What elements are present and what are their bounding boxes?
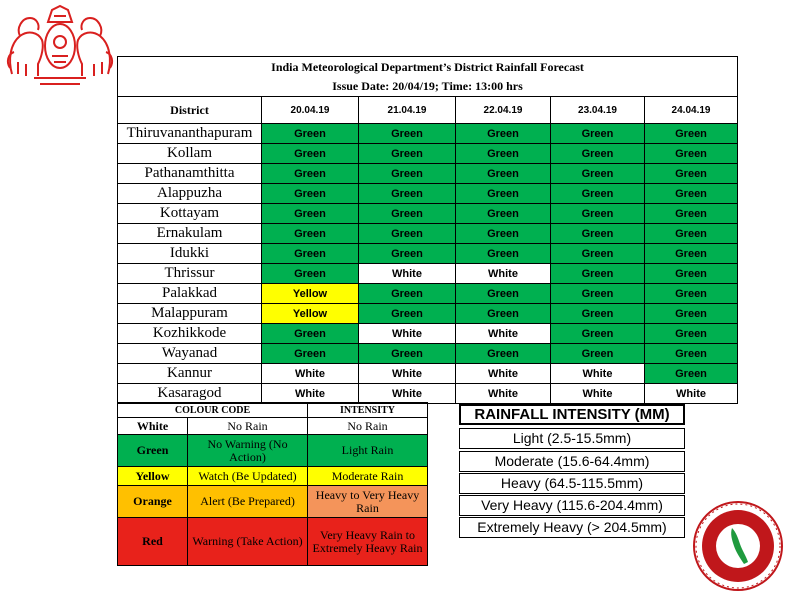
forecast-cell: White xyxy=(262,364,359,384)
legend-description: No Warning (No Action) xyxy=(188,435,308,467)
legend-row xyxy=(118,418,428,435)
table-row xyxy=(118,184,738,204)
district-name: Alappuzha xyxy=(118,184,262,204)
legend-colour-name: Yellow xyxy=(118,467,188,486)
district-header: District xyxy=(118,97,262,124)
rainfall-intensity-item: Light (2.5-15.5mm) xyxy=(459,428,685,449)
district-name: Ernakulam xyxy=(118,224,262,244)
district-name: Kannur xyxy=(118,364,262,384)
date-header: 23.04.19 xyxy=(551,97,645,124)
district-name: Kasaragod xyxy=(118,384,262,404)
forecast-cell: Green xyxy=(645,344,738,364)
forecast-cell: Green xyxy=(645,364,738,384)
forecast-cell: Green xyxy=(551,304,645,324)
forecast-cell: White xyxy=(456,264,551,284)
district-name: Wayanad xyxy=(118,344,262,364)
forecast-cell: White xyxy=(645,384,738,404)
colour-code-header: COLOUR CODE xyxy=(118,403,308,418)
district-name: Idukki xyxy=(118,244,262,264)
rainfall-intensity-item: Very Heavy (115.6-204.4mm) xyxy=(459,495,685,516)
kerala-state-emblem-icon xyxy=(4,4,116,88)
forecast-cell: Green xyxy=(456,244,551,264)
forecast-cell: Green xyxy=(456,204,551,224)
rainfall-intensity-title: RAINFALL INTENSITY (MM) xyxy=(459,404,685,425)
forecast-cell: Green xyxy=(645,244,738,264)
forecast-cell: Green xyxy=(262,164,359,184)
forecast-cell: Green xyxy=(262,144,359,164)
legend-description: Alert (Be Prepared) xyxy=(188,486,308,518)
legend-colour-name: Orange xyxy=(118,486,188,518)
forecast-cell: Green xyxy=(645,264,738,284)
forecast-cell: White xyxy=(359,324,456,344)
forecast-cell: Green xyxy=(262,124,359,144)
forecast-cell: Green xyxy=(645,164,738,184)
forecast-cell: Green xyxy=(645,124,738,144)
date-header: 21.04.19 xyxy=(359,97,456,124)
forecast-cell: Green xyxy=(551,264,645,284)
legend-colour-name: Green xyxy=(118,435,188,467)
legend-intensity: Very Heavy Rain to Extremely Heavy Rain xyxy=(308,518,428,566)
forecast-cell: Green xyxy=(262,224,359,244)
forecast-cell: White xyxy=(359,364,456,384)
legend-row xyxy=(118,518,428,566)
forecast-cell: Green xyxy=(359,204,456,224)
table-row xyxy=(118,304,738,324)
forecast-cell: Green xyxy=(551,244,645,264)
forecast-cell: Green xyxy=(551,144,645,164)
legend-intensity: No Rain xyxy=(308,418,428,435)
table-row xyxy=(118,364,738,384)
forecast-cell: Green xyxy=(645,144,738,164)
forecast-cell: Green xyxy=(456,224,551,244)
forecast-cell: Green xyxy=(551,284,645,304)
forecast-cell: Green xyxy=(551,164,645,184)
legend-description: Watch (Be Updated) xyxy=(188,467,308,486)
disaster-management-authority-seal-icon xyxy=(692,500,784,592)
forecast-cell: Green xyxy=(551,324,645,344)
district-name: Kozhikkode xyxy=(118,324,262,344)
rainfall-intensity-item: Extremely Heavy (> 204.5mm) xyxy=(459,517,685,538)
forecast-cell: Green xyxy=(456,304,551,324)
forecast-cell: Green xyxy=(262,244,359,264)
forecast-cell: White xyxy=(262,384,359,404)
rainfall-intensity-item: Heavy (64.5-115.5mm) xyxy=(459,473,685,494)
forecast-cell: Yellow xyxy=(262,284,359,304)
forecast-cell: Green xyxy=(456,344,551,364)
forecast-cell: Green xyxy=(456,184,551,204)
forecast-cell: Green xyxy=(456,284,551,304)
forecast-cell: Green xyxy=(456,124,551,144)
forecast-cell: Green xyxy=(645,304,738,324)
forecast-cell: Green xyxy=(359,184,456,204)
forecast-cell: Green xyxy=(645,284,738,304)
forecast-cell: Green xyxy=(359,164,456,184)
forecast-cell: White xyxy=(359,264,456,284)
table-row xyxy=(118,324,738,344)
forecast-cell: White xyxy=(456,364,551,384)
forecast-cell: Green xyxy=(551,124,645,144)
forecast-title: India Meteorological Department’s District Rainfall Forecast xyxy=(118,57,738,78)
forecast-cell: Green xyxy=(645,184,738,204)
rainfall-intensity-item: Moderate (15.6-64.4mm) xyxy=(459,451,685,472)
legend-description: Warning (Take Action) xyxy=(188,518,308,566)
forecast-cell: Green xyxy=(456,164,551,184)
table-row xyxy=(118,384,738,404)
forecast-cell: White xyxy=(551,384,645,404)
table-row xyxy=(118,224,738,244)
forecast-cell: White xyxy=(551,364,645,384)
date-header: 20.04.19 xyxy=(262,97,359,124)
legend-row xyxy=(118,486,428,518)
legend-intensity: Heavy to Very Heavy Rain xyxy=(308,486,428,518)
forecast-cell: Green xyxy=(262,184,359,204)
date-header: 24.04.19 xyxy=(645,97,738,124)
forecast-cell: White xyxy=(359,384,456,404)
district-name: Malappuram xyxy=(118,304,262,324)
table-row xyxy=(118,164,738,184)
table-row xyxy=(118,204,738,224)
district-name: Thiruvananthapuram xyxy=(118,124,262,144)
forecast-cell: Green xyxy=(551,224,645,244)
legend-description: No Rain xyxy=(188,418,308,435)
district-rainfall-forecast-table xyxy=(117,56,738,404)
table-header-row xyxy=(118,97,738,124)
forecast-cell: Green xyxy=(359,304,456,324)
forecast-cell: Green xyxy=(359,224,456,244)
table-row xyxy=(118,284,738,304)
forecast-cell: Green xyxy=(359,144,456,164)
table-row xyxy=(118,344,738,364)
forecast-cell: Green xyxy=(359,344,456,364)
forecast-cell: Green xyxy=(359,124,456,144)
date-header: 22.04.19 xyxy=(456,97,551,124)
forecast-cell: Green xyxy=(262,204,359,224)
forecast-cell: Green xyxy=(645,204,738,224)
legend-row xyxy=(118,435,428,467)
intensity-header: INTENSITY xyxy=(308,403,428,418)
forecast-cell: Green xyxy=(262,264,359,284)
table-row xyxy=(118,264,738,284)
forecast-cell: Green xyxy=(551,204,645,224)
forecast-cell: White xyxy=(456,324,551,344)
district-name: Kollam xyxy=(118,144,262,164)
forecast-cell: White xyxy=(456,384,551,404)
table-row xyxy=(118,124,738,144)
forecast-cell: Green xyxy=(551,344,645,364)
district-name: Thrissur xyxy=(118,264,262,284)
legend-intensity: Moderate Rain xyxy=(308,467,428,486)
forecast-cell: Green xyxy=(262,344,359,364)
legend-colour-name: Red xyxy=(118,518,188,566)
legend-colour-name: White xyxy=(118,418,188,435)
forecast-cell: Green xyxy=(359,244,456,264)
district-name: Kottayam xyxy=(118,204,262,224)
colour-code-legend-table xyxy=(117,402,428,566)
forecast-cell: Yellow xyxy=(262,304,359,324)
forecast-cell: Green xyxy=(359,284,456,304)
district-name: Pathanamthitta xyxy=(118,164,262,184)
legend-intensity: Light Rain xyxy=(308,435,428,467)
legend-row xyxy=(118,467,428,486)
table-row xyxy=(118,244,738,264)
forecast-cell: Green xyxy=(456,144,551,164)
forecast-cell: Green xyxy=(551,184,645,204)
forecast-cell: Green xyxy=(645,324,738,344)
forecast-cell: Green xyxy=(262,324,359,344)
table-row xyxy=(118,144,738,164)
issue-date: Issue Date: 20/04/19; Time: 13:00 hrs xyxy=(118,77,738,97)
district-name: Palakkad xyxy=(118,284,262,304)
forecast-cell: Green xyxy=(645,224,738,244)
